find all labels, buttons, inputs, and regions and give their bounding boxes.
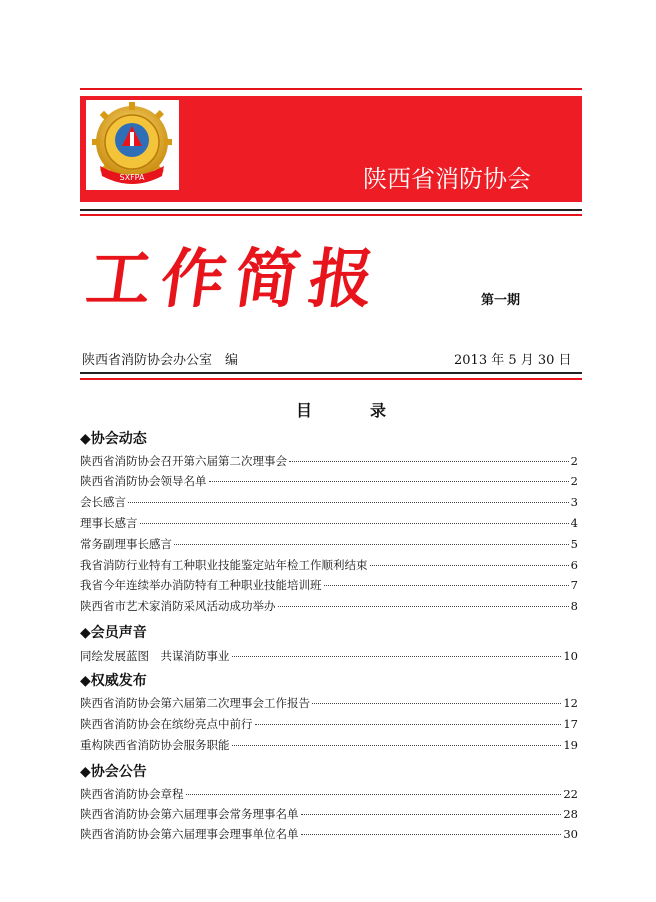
toc-entry-page: 3 [570, 495, 578, 509]
toc-entry[interactable] [80, 737, 578, 755]
toc-entry-page: 10 [563, 649, 578, 663]
toc-entry[interactable] [80, 786, 578, 804]
dot-leader [301, 814, 562, 815]
header-bottom-rule [80, 209, 582, 211]
dot-leader [312, 703, 561, 704]
toc-entry-page: 12 [563, 696, 578, 710]
organization-name: 陕西省消防协会 [363, 165, 531, 193]
toc-entry-page: 17 [563, 717, 578, 731]
dot-leader [186, 794, 562, 795]
toc-entry-title: 陕西省消防协会章程 [80, 787, 184, 801]
dot-leader [140, 523, 569, 524]
dot-leader [128, 502, 569, 503]
toc-entry-page: 2 [570, 474, 578, 488]
dot-leader [209, 481, 569, 482]
dot-leader [174, 544, 569, 545]
toc-entry[interactable] [80, 577, 578, 595]
toc-entry[interactable] [80, 806, 578, 824]
fire-association-emblem-icon [86, 100, 179, 190]
toc-entry-title: 陕西省市艺术家消防采风活动成功举办 [80, 599, 276, 613]
toc-entry-title: 陕西省消防协会召开第六届第二次理事会 [80, 454, 287, 468]
toc-entry-title: 理事长感言 [80, 516, 138, 530]
toc-entry-page: 6 [570, 558, 578, 572]
dot-leader [278, 606, 569, 607]
logo [86, 100, 179, 190]
toc-entry[interactable] [80, 473, 578, 491]
toc-entry-title: 重构陕西省消防协会服务职能 [80, 738, 230, 752]
dot-leader [324, 585, 569, 586]
toc-heading: 目录 [296, 401, 445, 420]
toc-entry-page: 22 [563, 787, 578, 801]
toc-entry-title: 会长感言 [80, 495, 126, 509]
toc-entry[interactable] [80, 598, 578, 616]
page-title: 工作简报 [81, 242, 389, 317]
toc-entry-title: 陕西省消防协会领导名单 [80, 474, 207, 488]
toc-entry-title: 常务副理事长感言 [80, 537, 172, 551]
toc-entry-title: 同绘发展蓝图 共谋消防事业 [80, 649, 230, 663]
header-bottom-red-rule [80, 214, 582, 216]
toc-section-title: ◆权威发布 [80, 673, 147, 689]
toc-entry-title: 陕西省消防协会在缤纷亮点中前行 [80, 717, 253, 731]
toc-entry[interactable] [80, 494, 578, 512]
toc-entry-title: 我省消防行业特有工种职业技能鉴定站年检工作顺利结束 [80, 558, 368, 572]
dot-leader [370, 565, 569, 566]
meta-rule [80, 372, 582, 374]
toc-entry[interactable] [80, 536, 578, 554]
dot-leader [301, 834, 562, 835]
toc-entry-page: 8 [570, 599, 578, 613]
toc-entry[interactable] [80, 453, 578, 471]
toc-entry-title: 陕西省消防协会第六届理事会常务理事名单 [80, 807, 299, 821]
dot-leader [255, 724, 562, 725]
toc-entry-page: 4 [570, 516, 578, 530]
issue-number: 第一期 [481, 293, 521, 308]
logo-text: SXFPA [119, 173, 145, 182]
toc-entry-page: 28 [563, 807, 578, 821]
editor-line: 陕西省消防协会办公室 编 [82, 353, 239, 368]
toc-entry[interactable] [80, 826, 578, 844]
toc-entry-title: 陕西省消防协会第六届第二次理事会工作报告 [80, 696, 310, 710]
dot-leader [232, 656, 562, 657]
toc-section-title: ◆协会动态 [80, 431, 147, 447]
toc-entry-page: 19 [563, 738, 578, 752]
toc-entry[interactable] [80, 515, 578, 533]
top-red-rule [80, 88, 582, 90]
toc-entry[interactable] [80, 716, 578, 734]
toc-section-title: ◆会员声音 [80, 625, 147, 641]
toc-entry-page: 2 [570, 454, 578, 468]
toc-entry-title: 陕西省消防协会第六届理事会理事单位名单 [80, 827, 299, 841]
toc-entry[interactable] [80, 557, 578, 575]
toc-entry-page: 5 [570, 537, 578, 551]
toc-entry-page: 30 [563, 827, 578, 841]
dot-leader [289, 461, 569, 462]
publish-date: 2013 年 5 月 30 日 [454, 353, 572, 368]
toc-section-title: ◆协会公告 [80, 764, 147, 780]
toc-entry-page: 7 [570, 578, 578, 592]
toc-entry-title: 我省今年连续举办消防特有工种职业技能培训班 [80, 578, 322, 592]
toc-entry[interactable] [80, 648, 578, 666]
meta-red-rule [80, 378, 582, 380]
dot-leader [232, 745, 562, 746]
toc-entry[interactable] [80, 695, 578, 713]
